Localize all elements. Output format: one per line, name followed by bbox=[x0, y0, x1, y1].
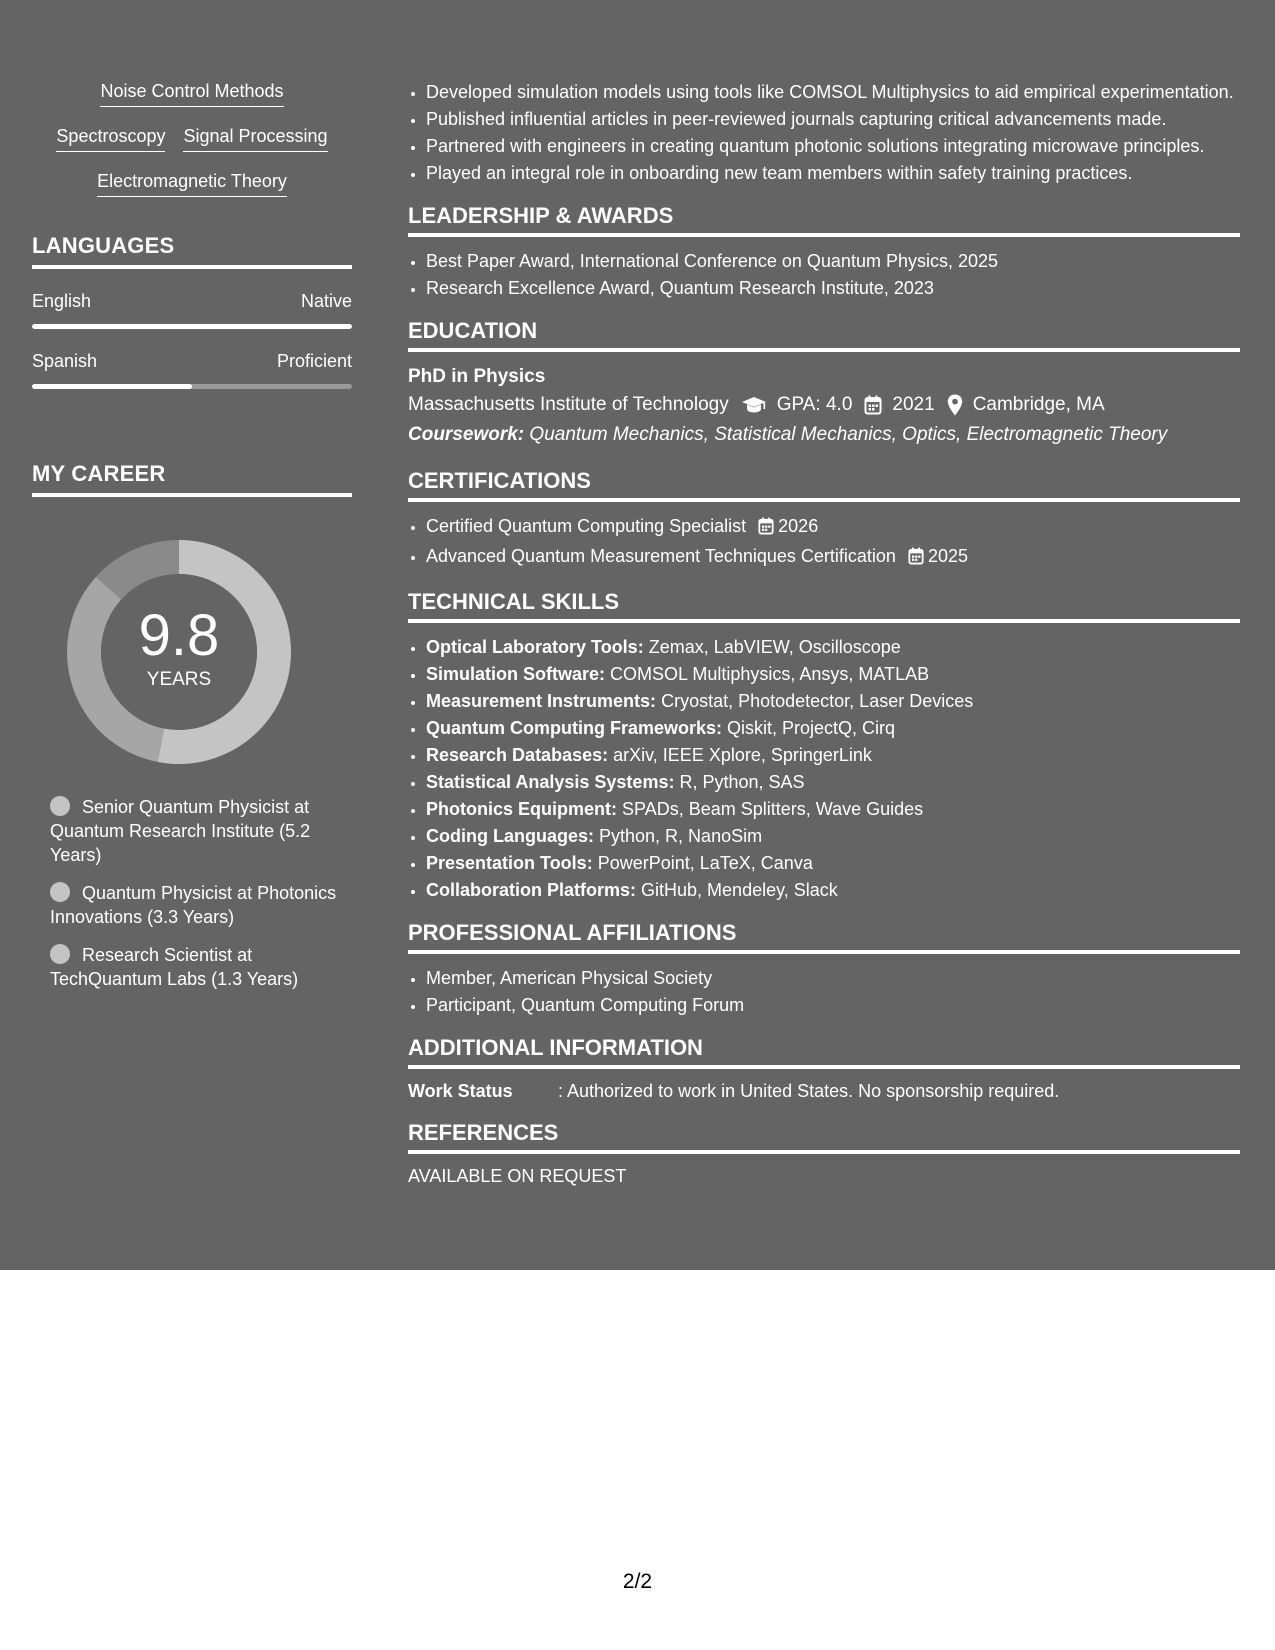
skill-label: Presentation Tools: bbox=[426, 853, 593, 873]
education-heading: EDUCATION bbox=[408, 318, 1240, 352]
education-location: Cambridge, MA bbox=[972, 394, 1105, 415]
education-year: 2021 bbox=[892, 394, 935, 415]
career-dot-icon bbox=[50, 796, 70, 816]
language-row bbox=[32, 291, 352, 312]
language-proficiency-fill bbox=[32, 384, 192, 389]
certification-item bbox=[426, 544, 1240, 571]
language-proficiency-fill bbox=[32, 324, 352, 329]
career-item-text: Senior Quantum Physicist at Quantum Research Institute (5.2 Years) bbox=[50, 797, 311, 865]
donut-center bbox=[66, 539, 292, 765]
award-item: • Research Excellence Award, Quantum Research Institute, 2023 bbox=[426, 276, 1240, 300]
career-dot-icon bbox=[50, 944, 70, 964]
coursework-label: Coursework: bbox=[408, 424, 525, 445]
affiliation-item: • Member, American Physical Society bbox=[426, 966, 1240, 990]
language-item bbox=[32, 291, 352, 329]
certifications-heading: CERTIFICATIONS bbox=[408, 468, 1240, 502]
skill-tag: Spectroscopy bbox=[56, 125, 165, 152]
skill-value: PowerPoint, LaTeX, Canva bbox=[597, 853, 813, 873]
experience-bullets bbox=[408, 80, 1240, 185]
experience-bullet: • Played an integral role in onboarding new team members within safety training practices. bbox=[426, 161, 1240, 185]
career-donut-chart bbox=[66, 539, 292, 765]
calendar-icon bbox=[758, 517, 774, 541]
language-row bbox=[32, 351, 352, 372]
career-dot-icon bbox=[50, 882, 70, 902]
career-item-text: Research Scientist at TechQuantum Labs (1.3 Years) bbox=[50, 945, 299, 989]
skill-value: Cryostat, Photodetector, Laser Devices bbox=[661, 691, 974, 711]
skill-value: arXiv, IEEE Xplore, SpringerLink bbox=[613, 745, 872, 765]
certification-name: Certified Quantum Computing Specialist bbox=[426, 516, 747, 536]
affiliation-item: • Participant, Quantum Computing Forum bbox=[426, 993, 1240, 1017]
career-heading: MY CAREER bbox=[32, 461, 352, 497]
skill-label: Collaboration Platforms: bbox=[426, 880, 637, 900]
award-item: • Best Paper Award, International Conference on Quantum Physics, 2025 bbox=[426, 249, 1240, 273]
language-proficiency-bar bbox=[32, 324, 352, 329]
skill-item bbox=[426, 716, 1240, 740]
languages-heading: LANGUAGES bbox=[32, 233, 352, 269]
skill-value: Python, R, NanoSim bbox=[599, 826, 763, 846]
experience-bullet: • Partnered with engineers in creating quantum photonic solutions integrating microwave principles. bbox=[426, 134, 1240, 158]
skill-tags bbox=[32, 80, 352, 197]
language-level: Native bbox=[300, 291, 352, 311]
affiliations-section bbox=[408, 920, 1240, 1017]
languages-list bbox=[32, 291, 352, 389]
skills-section bbox=[408, 589, 1240, 902]
experience-bullet: • Developed simulation models using tools like COMSOL Multiphysics to aid empirical experimentation. bbox=[426, 80, 1240, 104]
skill-label: Photonics Equipment: bbox=[426, 799, 617, 819]
skill-value: GitHub, Mendeley, Slack bbox=[641, 880, 838, 900]
skill-value: Qiskit, ProjectQ, Cirq bbox=[727, 718, 896, 738]
coursework-value: Quantum Mechanics, Statistical Mechanics, Optics, Electromagnetic Theory bbox=[529, 424, 1168, 445]
skill-value: Zemax, LabVIEW, Oscilloscope bbox=[648, 637, 901, 657]
skill-item bbox=[426, 662, 1240, 686]
career-list bbox=[50, 795, 340, 991]
skills-heading: TECHNICAL SKILLS bbox=[408, 589, 1240, 623]
awards-heading: LEADERSHIP & AWARDS bbox=[408, 203, 1240, 237]
certifications-section bbox=[408, 468, 1240, 571]
skill-item bbox=[426, 797, 1240, 821]
references-section bbox=[408, 1120, 1240, 1187]
language-name: Spanish bbox=[32, 351, 98, 371]
education-coursework bbox=[408, 420, 1240, 450]
skill-label: Quantum Computing Frameworks: bbox=[426, 718, 723, 738]
references-text: AVAILABLE ON REQUEST bbox=[408, 1166, 627, 1186]
skill-label: Simulation Software: bbox=[426, 664, 606, 684]
skill-tag-row bbox=[32, 170, 352, 197]
skill-value: R, Python, SAS bbox=[679, 772, 805, 792]
page-number: 2/2 bbox=[622, 1570, 653, 1593]
career-item-text: Quantum Physicist at Photonics Innovations (3.3 Years) bbox=[50, 883, 337, 927]
main-content bbox=[408, 80, 1240, 1187]
skill-value: COMSOL Multiphysics, Ansys, MATLAB bbox=[610, 664, 930, 684]
skill-tag: Electromagnetic Theory bbox=[97, 170, 287, 197]
skill-item bbox=[426, 824, 1240, 848]
skill-value: SPADs, Beam Splitters, Wave Guides bbox=[622, 799, 924, 819]
skill-item bbox=[426, 689, 1240, 713]
affiliations-heading: PROFESSIONAL AFFILIATIONS bbox=[408, 920, 1240, 954]
education-degree: PhD in Physics bbox=[408, 366, 546, 387]
career-item bbox=[50, 881, 340, 929]
awards-list bbox=[408, 249, 1240, 300]
education-details bbox=[408, 390, 1240, 420]
skill-label: Measurement Instruments: bbox=[426, 691, 657, 711]
education-gpa: GPA: 4.0 bbox=[776, 394, 853, 415]
additional-section bbox=[408, 1035, 1240, 1102]
skill-label: Coding Languages: bbox=[426, 826, 594, 846]
work-status-value: : Authorized to work in United States. No sponsorship required. bbox=[558, 1081, 1060, 1101]
work-status-label: Work Status bbox=[408, 1081, 513, 1101]
certification-item bbox=[426, 514, 1240, 541]
skill-tag-row bbox=[32, 80, 352, 107]
skill-tag: Noise Control Methods bbox=[100, 80, 283, 107]
graduation-cap-icon bbox=[741, 396, 767, 414]
calendar-icon bbox=[864, 395, 882, 415]
language-level: Proficient bbox=[276, 351, 352, 371]
certification-year: 2026 bbox=[778, 516, 819, 536]
sidebar bbox=[32, 80, 352, 1005]
skill-item bbox=[426, 635, 1240, 659]
skill-label: Research Databases: bbox=[426, 745, 609, 765]
skill-tag: Signal Processing bbox=[183, 125, 327, 152]
skill-item bbox=[426, 851, 1240, 875]
education-section bbox=[408, 318, 1240, 450]
language-item bbox=[32, 351, 352, 389]
career-total-years: 9.8 bbox=[138, 603, 220, 668]
location-pin-icon bbox=[947, 394, 963, 416]
skill-item bbox=[426, 743, 1240, 767]
references-heading: REFERENCES bbox=[408, 1120, 1240, 1154]
language-name: English bbox=[32, 291, 92, 311]
skill-item bbox=[426, 770, 1240, 794]
certifications-list bbox=[408, 514, 1240, 571]
education-school: Massachusetts Institute of Technology bbox=[408, 394, 729, 415]
skill-tag-row bbox=[32, 125, 352, 152]
affiliations-list bbox=[408, 966, 1240, 1017]
skill-item bbox=[426, 878, 1240, 902]
awards-section bbox=[408, 203, 1240, 300]
work-status-row bbox=[408, 1081, 1240, 1102]
skill-label: Statistical Analysis Systems: bbox=[426, 772, 675, 792]
career-item bbox=[50, 795, 340, 867]
calendar-icon bbox=[908, 547, 924, 571]
language-proficiency-bar bbox=[32, 384, 352, 389]
skills-list bbox=[408, 635, 1240, 902]
career-item bbox=[50, 943, 340, 991]
experience-bullet: • Published influential articles in peer-reviewed journals capturing critical advancements made. bbox=[426, 107, 1240, 131]
career-total-unit: YEARS bbox=[146, 669, 212, 690]
certification-name: Advanced Quantum Measurement Techniques Certification bbox=[426, 546, 896, 566]
skill-label: Optical Laboratory Tools: bbox=[426, 637, 644, 657]
certification-year: 2025 bbox=[927, 546, 968, 566]
additional-heading: ADDITIONAL INFORMATION bbox=[408, 1035, 1240, 1069]
